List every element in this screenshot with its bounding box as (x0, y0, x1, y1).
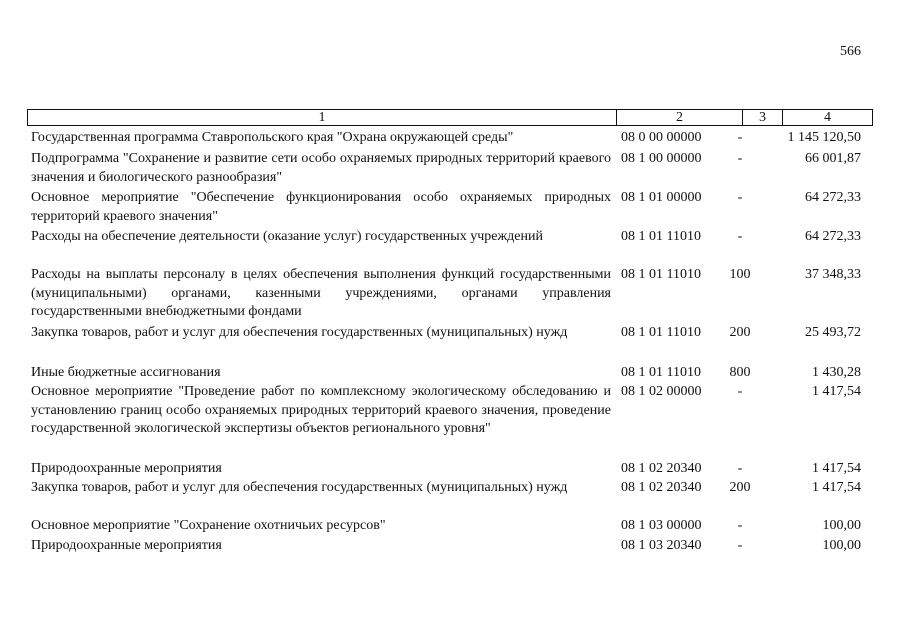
header-col-1: 1 (28, 110, 617, 125)
row-code: 08 1 03 20340 (621, 538, 702, 553)
row-name: Иные бюджетные ассигнования (31, 365, 221, 380)
row-name: Расходы на обеспечение деятельности (оказание услуг) государственных учреждений (31, 229, 543, 244)
row-name: Основное мероприятие "Сохранение охотничьих ресурсов" (31, 518, 386, 533)
row-name: Природоохранные мероприятия (31, 538, 222, 553)
row-type: - (737, 461, 743, 476)
row-code: 08 1 01 11010 (621, 229, 701, 244)
header-col-4: 4 (824, 110, 831, 125)
row-name: Закупка товаров, работ и услуг для обеспечения государственных (муниципальных) нужд (31, 325, 568, 340)
row-name: Расходы на выплаты персоналу в целях обеспечения выполнения функций государственными (муниципальными) органами, казенными учреждениями, органами управления государственными внебюджетными фондами (31, 267, 611, 319)
row-type: 100 (729, 267, 751, 282)
row-amount: 25 493,72 (805, 325, 861, 340)
header-col-2: 2 (617, 110, 743, 125)
row-type: - (737, 384, 743, 399)
row-code: 08 1 02 20340 (621, 461, 702, 476)
header-col-3: 3 (743, 110, 783, 125)
row-code: 08 1 02 20340 (621, 480, 702, 495)
row-code: 08 1 03 00000 (621, 518, 702, 533)
row-type: - (737, 151, 743, 166)
row-amount: 1 145 120,50 (787, 130, 861, 145)
row-code: 08 1 01 11010 (621, 267, 701, 282)
row-amount: 66 001,87 (805, 151, 861, 166)
row-name: Природоохранные мероприятия (31, 461, 222, 476)
row-code: 08 0 00 00000 (621, 130, 702, 145)
row-amount: 1 417,54 (812, 461, 861, 476)
row-amount: 1 417,54 (812, 480, 861, 495)
row-amount: 64 272,33 (805, 229, 861, 244)
row-type: - (737, 229, 743, 244)
row-code: 08 1 00 00000 (621, 151, 702, 166)
row-amount: 100,00 (822, 518, 861, 533)
row-code: 08 1 01 11010 (621, 325, 701, 340)
row-type: - (737, 538, 743, 553)
row-type: - (737, 190, 743, 205)
row-code: 08 1 02 00000 (621, 384, 702, 399)
row-code: 08 1 01 11010 (621, 365, 701, 380)
row-name: Основное мероприятие "Проведение работ по комплексному экологическому обследованию и установлению границ особо охраняемых природных территорий краевого значения, проведение государственной экологической экспертизы объектов регионального уровня" (31, 384, 611, 436)
table-header (27, 109, 873, 126)
row-name: Государственная программа Ставропольского края "Охрана окружающей среды" (31, 130, 514, 145)
row-name: Закупка товаров, работ и услуг для обеспечения государственных (муниципальных) нужд (31, 480, 568, 495)
row-amount: 1 430,28 (812, 365, 861, 380)
row-type: 200 (729, 480, 751, 495)
row-code: 08 1 01 00000 (621, 190, 702, 205)
row-type: 200 (729, 325, 751, 340)
row-type: - (737, 518, 743, 533)
row-amount: 37 348,33 (805, 267, 861, 282)
row-name: Основное мероприятие "Обеспечение функционирования особо охраняемых природных территорий краевого значения" (31, 190, 611, 224)
row-type: 800 (729, 365, 751, 380)
row-type: - (737, 130, 743, 145)
row-amount: 64 272,33 (805, 190, 861, 205)
page-number: 566 (840, 44, 861, 59)
row-amount: 1 417,54 (812, 384, 861, 399)
row-amount: 100,00 (822, 538, 861, 553)
row-name: Подпрограмма "Сохранение и развитие сети особо охраняемых природных территорий краевого значения и биологического разнообразия" (31, 151, 611, 185)
